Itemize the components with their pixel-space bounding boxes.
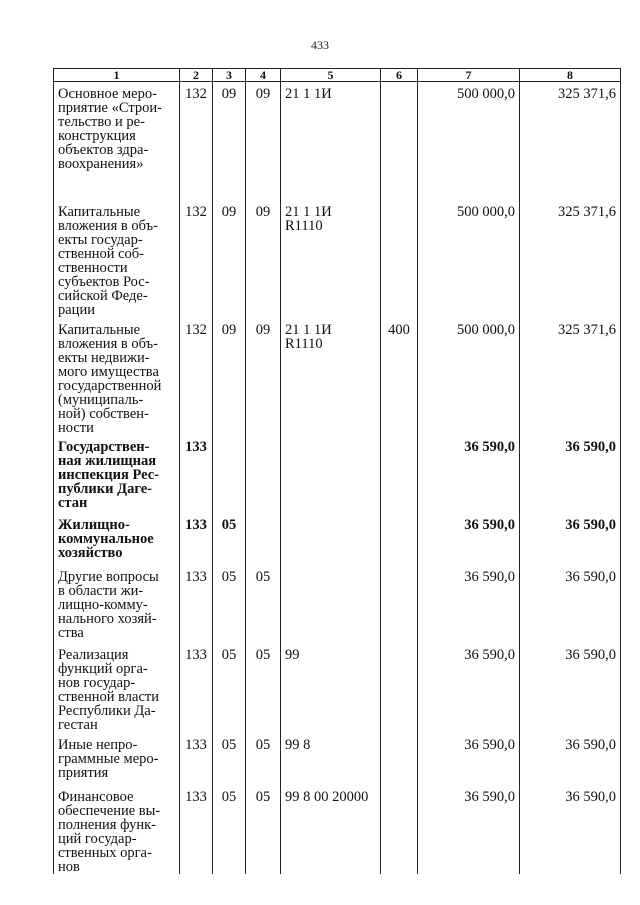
subsection-cell: 05: [246, 565, 281, 643]
column-header-1: 1: [54, 69, 180, 82]
row-name-cell: Реализация функций орга- нов государ- ственной власти Республики Да- гестан: [54, 643, 180, 733]
table-row: [54, 643, 621, 733]
column-header-7: 7: [418, 69, 520, 82]
code-cell: 133: [180, 513, 213, 565]
page-number: 433: [311, 38, 329, 52]
section-cell: 05: [213, 733, 246, 785]
budget-table-container: [53, 68, 620, 874]
expense-type-cell: [381, 785, 418, 874]
row-name-cell: Государствен- ная жилищная инспекция Рес- публики Даге- стан: [54, 435, 180, 513]
table-row: [54, 733, 621, 785]
section-cell: [213, 435, 246, 513]
section-cell: 05: [213, 513, 246, 565]
column-header-6: 6: [381, 69, 418, 82]
table-row: [54, 565, 621, 643]
expense-type-cell: [381, 643, 418, 733]
planned-amount-cell: 36 590,0: [418, 785, 520, 874]
planned-amount-cell: 36 590,0: [418, 565, 520, 643]
target-article-cell: 99 8: [281, 733, 381, 785]
executed-amount-cell: 325 371,6: [520, 82, 621, 200]
planned-amount-cell: 500 000,0: [418, 82, 520, 200]
code-cell: 133: [180, 643, 213, 733]
code-cell: 133: [180, 733, 213, 785]
code-cell: 133: [180, 435, 213, 513]
target-article-cell: [281, 435, 381, 513]
subsection-cell: 05: [246, 785, 281, 874]
target-article-cell: [281, 565, 381, 643]
table-row: [54, 318, 621, 435]
executed-amount-cell: 36 590,0: [520, 513, 621, 565]
planned-amount-cell: 500 000,0: [418, 318, 520, 435]
executed-amount-cell: 36 590,0: [520, 435, 621, 513]
code-cell: 133: [180, 565, 213, 643]
subsection-cell: 05: [246, 643, 281, 733]
planned-amount-cell: 36 590,0: [418, 513, 520, 565]
table-row: [54, 82, 621, 200]
planned-amount-cell: 36 590,0: [418, 733, 520, 785]
column-header-2: 2: [180, 69, 213, 82]
section-cell: 09: [213, 318, 246, 435]
section-cell: 09: [213, 200, 246, 318]
column-header-4: 4: [246, 69, 281, 82]
row-name-cell: Иные непро- граммные меро- приятия: [54, 733, 180, 785]
expense-type-cell: [381, 513, 418, 565]
executed-amount-cell: 325 371,6: [520, 318, 621, 435]
row-name-cell: Капитальные вложения в объ- екты недвижи- мого имущества государственной (муниципаль- ной) собствен- ности: [54, 318, 180, 435]
expense-type-cell: [381, 200, 418, 318]
subsection-cell: [246, 513, 281, 565]
planned-amount-cell: 36 590,0: [418, 435, 520, 513]
executed-amount-cell: 36 590,0: [520, 785, 621, 874]
planned-amount-cell: 36 590,0: [418, 643, 520, 733]
code-cell: 132: [180, 200, 213, 318]
executed-amount-cell: 36 590,0: [520, 733, 621, 785]
subsection-cell: 09: [246, 318, 281, 435]
budget-table: [53, 68, 621, 874]
expense-type-cell: [381, 565, 418, 643]
executed-amount-cell: 36 590,0: [520, 565, 621, 643]
row-name-cell: Другие вопросы в области жи- лищно-комму- нального хозяй- ства: [54, 565, 180, 643]
table-row: [54, 435, 621, 513]
subsection-cell: 05: [246, 733, 281, 785]
section-cell: 05: [213, 565, 246, 643]
code-cell: 132: [180, 82, 213, 200]
row-name-cell: Жилищно- коммунальное хозяйство: [54, 513, 180, 565]
expense-type-cell: [381, 435, 418, 513]
row-name-cell: Капитальные вложения в объ- екты государ- ственной соб- ственности субъектов Рос- сийской Феде- рации: [54, 200, 180, 318]
expense-type-cell: 400: [381, 318, 418, 435]
section-cell: 05: [213, 785, 246, 874]
table-row: [54, 200, 621, 318]
target-article-cell: 99 8 00 20000: [281, 785, 381, 874]
subsection-cell: 09: [246, 82, 281, 200]
row-name-cell: Основное меро- приятие «Строи- тельство и ре- конструкция объектов здра- воохранения»: [54, 82, 180, 200]
header-row: [54, 69, 621, 82]
section-cell: 05: [213, 643, 246, 733]
code-cell: 133: [180, 785, 213, 874]
column-header-5: 5: [281, 69, 381, 82]
executed-amount-cell: 325 371,6: [520, 200, 621, 318]
target-article-cell: 21 1 1И R1110: [281, 200, 381, 318]
code-cell: 132: [180, 318, 213, 435]
section-cell: 09: [213, 82, 246, 200]
target-article-cell: 99: [281, 643, 381, 733]
target-article-cell: [281, 513, 381, 565]
subsection-cell: 09: [246, 200, 281, 318]
expense-type-cell: [381, 82, 418, 200]
executed-amount-cell: 36 590,0: [520, 643, 621, 733]
table-row: [54, 513, 621, 565]
planned-amount-cell: 500 000,0: [418, 200, 520, 318]
table-body: [54, 82, 621, 874]
target-article-cell: 21 1 1И: [281, 82, 381, 200]
expense-type-cell: [381, 733, 418, 785]
target-article-cell: 21 1 1И R1110: [281, 318, 381, 435]
table-row: [54, 785, 621, 874]
subsection-cell: [246, 435, 281, 513]
column-header-3: 3: [213, 69, 246, 82]
row-name-cell: Финансовое обеспечение вы- полнения функ- ций государ- ственных орга- нов: [54, 785, 180, 874]
column-header-8: 8: [520, 69, 621, 82]
